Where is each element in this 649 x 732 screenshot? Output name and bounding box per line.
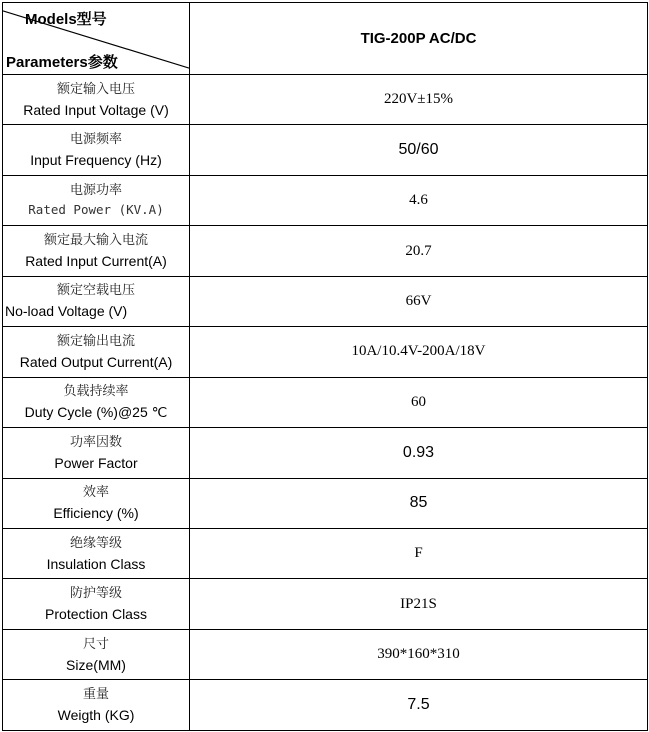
param-label-en: Duty Cycle (%)@25 ℃ (24, 404, 168, 421)
table-row-rated-output-current (3, 327, 648, 377)
param-label-cn: 额定输入电压 (56, 81, 135, 97)
param-label-cell (3, 428, 190, 478)
param-value: 60 (190, 377, 648, 427)
param-value: 85 (190, 478, 648, 528)
param-label-cell (3, 327, 190, 377)
table-row-duty-cycle (3, 377, 648, 427)
diagonal-header-cell (3, 3, 190, 75)
param-value: 0.93 (190, 428, 648, 478)
param-value: 50/60 (190, 125, 648, 175)
spec-table (2, 2, 648, 731)
table-row-no-load-voltage (3, 276, 648, 326)
param-label-cn: 防护等级 (69, 586, 122, 602)
param-label-en: Rated Power (KV.A) (28, 202, 164, 218)
table-row-efficiency (3, 478, 648, 528)
param-label-en: Protection Class (45, 606, 147, 623)
param-label-cell (3, 125, 190, 175)
param-value: 390*160*310 (190, 629, 648, 679)
param-label-cn: 额定最大输入电流 (43, 233, 148, 249)
param-value: 66V (190, 276, 648, 326)
table-row-input-frequency (3, 125, 648, 175)
param-label-cell (3, 175, 190, 225)
param-label-cn: 额定输出电流 (56, 333, 135, 349)
table-row-insulation-class (3, 528, 648, 578)
param-label-cn: 尺寸 (82, 636, 109, 652)
models-label: Models型号 (25, 11, 107, 28)
table-row-weight (3, 680, 648, 730)
param-label-cell (3, 478, 190, 528)
param-label-cn: 负载持续率 (63, 384, 129, 400)
param-value: F (190, 528, 648, 578)
param-label-cn: 额定空载电压 (56, 283, 135, 299)
param-label-cn: 电源频率 (69, 132, 122, 148)
table-row-size (3, 629, 648, 679)
param-label-cell (3, 377, 190, 427)
param-label-en: Weigth (KG) (57, 706, 135, 723)
param-label-en: No-load Voltage (V) (5, 303, 128, 320)
param-label-en: Power Factor (54, 454, 138, 471)
param-value: 7.5 (190, 680, 648, 730)
param-label-cn: 电源功率 (69, 183, 122, 199)
param-label-cn: 绝缘等级 (69, 535, 122, 551)
param-label-cell (3, 680, 190, 730)
param-label-cell (3, 579, 190, 629)
param-label-en: Rated Output Current(A) (19, 353, 173, 370)
model-name: TIG-200P AC/DC (190, 3, 648, 75)
parameters-label: Parameters参数 (6, 54, 118, 71)
param-label-cell (3, 629, 190, 679)
param-label-cn: 重量 (82, 686, 109, 702)
table-row-rated-input-voltage (3, 75, 648, 125)
param-value: IP21S (190, 579, 648, 629)
header-row (3, 3, 648, 75)
param-label-cn: 功率因数 (69, 434, 122, 450)
param-label-en: Efficiency (%) (53, 505, 139, 522)
param-label-cell (3, 75, 190, 125)
table-row-rated-input-current (3, 226, 648, 276)
param-value: 10A/10.4V-200A/18V (190, 327, 648, 377)
table-row-rated-power (3, 175, 648, 225)
param-value: 20.7 (190, 226, 648, 276)
param-label-cell (3, 528, 190, 578)
param-label-en: Rated Input Voltage (V) (23, 101, 169, 118)
param-label-en: Size(MM) (66, 656, 126, 673)
param-label-en: Input Frequency (Hz) (30, 152, 162, 169)
table-row-power-factor (3, 428, 648, 478)
param-label-cn: 效率 (82, 485, 109, 501)
param-label-cell (3, 276, 190, 326)
param-value: 4.6 (190, 175, 648, 225)
table-row-protection-class (3, 579, 648, 629)
param-label-en: Insulation Class (46, 555, 146, 572)
param-label-en: Rated Input Current(A) (25, 253, 167, 270)
param-value: 220V±15% (190, 75, 648, 125)
param-label-cell (3, 226, 190, 276)
